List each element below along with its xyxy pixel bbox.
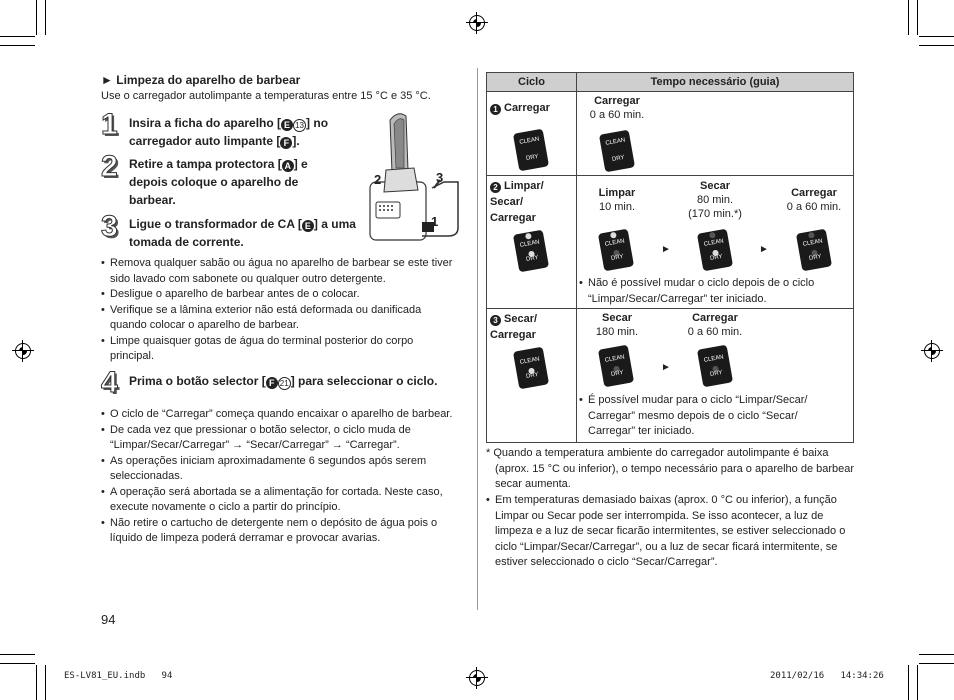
crop-mark: [0, 45, 35, 46]
registration-mark-icon: [469, 15, 485, 31]
figure-label: 2: [374, 172, 382, 187]
arrow-right-icon: ►: [661, 244, 671, 255]
crop-mark: [908, 0, 909, 35]
ref-f-icon: F: [280, 137, 292, 149]
charger-device-icon: CLEAN DRY: [599, 130, 635, 173]
triangle-bullet-icon: ►: [101, 73, 113, 87]
arrow-right-icon: ►: [661, 362, 671, 373]
ref-e-icon: E: [281, 119, 293, 131]
figure-label: 3: [436, 170, 444, 185]
table-row-cycle-cell: 2 Limpar/ Secar/ Carregar: [486, 175, 577, 309]
cycle-stage: Carregar 0 a 60 min.: [687, 312, 743, 338]
crop-mark: [919, 663, 954, 664]
charger-device-icon: CLEAN DRY: [513, 230, 549, 273]
crop-mark: [36, 665, 37, 700]
page-number: 94: [101, 612, 116, 627]
registration-mark-icon: [924, 343, 940, 359]
table-row-time-cell: [576, 308, 854, 443]
crop-mark: [45, 665, 46, 700]
step-4-text: Prima o botão selector [ F 21 ] para seleccionar o ciclo.: [129, 374, 438, 388]
section-title: Limpeza do aparelho de barbear: [116, 73, 301, 87]
notes-list: [101, 256, 459, 365]
crop-mark: [917, 665, 918, 700]
print-file-info: ES-LV81_EU.indb 94: [64, 671, 173, 681]
charger-device-icon: CLEAN DRY: [598, 345, 634, 388]
cycle-stage: Carregar 0 a 60 min.: [589, 95, 645, 121]
charger-device-icon: CLEAN DRY: [796, 229, 832, 272]
charger-device-icon: CLEAN DRY: [513, 129, 549, 172]
list-item: • Limpe quaisquer gotas de água do terminal posterior do corpo principal.: [101, 334, 459, 365]
ref-number-icon: 13: [293, 119, 306, 132]
crop-mark: [917, 0, 918, 35]
crop-mark: [0, 36, 35, 37]
row-number-icon: 3: [490, 315, 501, 326]
list-item: • As operações iniciam aproximadamente 6 segundos após serem seleccionadas.: [101, 454, 467, 485]
table-row-cycle-cell: 1 Carregar: [486, 91, 577, 176]
ref-number-icon: 21: [278, 377, 291, 390]
charger-device-icon: CLEAN DRY: [697, 229, 733, 272]
registration-mark-icon: [15, 343, 31, 359]
crop-mark: [908, 665, 909, 700]
table-row-time-cell: [576, 91, 854, 176]
list-item: • O ciclo de “Carregar” começa quando encaixar o aparelho de barbear.: [101, 407, 467, 423]
cycle-stage: Carregar 0 a 60 min.: [786, 187, 842, 213]
footnote-list: [486, 493, 856, 571]
charger-device-icon: CLEAN DRY: [697, 345, 733, 388]
crop-mark: [0, 663, 35, 664]
step-number: 4: [101, 366, 118, 399]
cycle-stage: Limpar 10 min.: [598, 187, 636, 213]
list-item: • Em temperaturas demasiado baixas (aprox. 0 °C ou inferior), a função Limpar ou Secar pode ser interrompida. Se isso acontecer, a luz de limpeza e a luz de secar ficarão intermitentes, se estiver seleccionado o ciclo “Limpar/Secar/Carregar”, ou a luz de secar ficará intermitente, se estiver seleccionado o ciclo “Secar/Carregar”.: [486, 493, 856, 571]
ref-f-icon: F: [266, 377, 278, 389]
crop-mark: [919, 654, 954, 655]
list-item: • Remova qualquer sabão ou água no aparelho de barbear se este tiver sido lavado com sabonete ou qualquer outro detergente.: [101, 256, 459, 287]
section-subtitle: Use o carregador autolimpante a temperaturas entre 15 °C e 35 °C.: [101, 90, 431, 102]
registration-mark-icon: [469, 670, 485, 686]
crop-mark: [919, 45, 954, 46]
arrow-right-icon: ►: [759, 244, 769, 255]
step-number: 2: [101, 150, 118, 183]
list-item: • Desligue o aparelho de barbear antes de o colocar.: [101, 287, 459, 303]
row-note: • Não é possível mudar o ciclo depois de o ciclo “Limpar/Secar/Carregar” ter iniciado.: [579, 276, 847, 307]
table-row-cycle-cell: 3 Secar/ Carregar: [486, 308, 577, 443]
cycle-stage: Secar 80 min. (170 min.*): [688, 180, 742, 220]
row-number-icon: 2: [490, 182, 501, 193]
list-item: • De cada vez que pressionar o botão selector, o ciclo muda de “Limpar/Secar/Carregar” → “Secar/Carregar” → “Carregar”.: [101, 423, 467, 454]
step-2-text: Retire a tampa protectora [ A ] e depois coloque o aparelho de barbear.: [129, 157, 308, 207]
footnote: * Quando a temperatura ambiente do carregador autolimpante é baixa (aprox. 15 °C ou inferior), o tempo necessário para o aparelho de barbear secar aumenta.: [486, 447, 855, 490]
list-item: • Verifique se a lâmina exterior não está deformada ou danificada quando colocar o aparelho de barbear.: [101, 303, 459, 334]
table-row-time-cell: [576, 175, 854, 309]
notes-list: [101, 407, 467, 547]
cycle-stage: Secar 180 min.: [595, 312, 639, 338]
table-header-cell: Tempo necessário (guia): [576, 72, 854, 92]
step-1-text: Insira a ficha do aparelho [ E 13 ] no carregador auto limpante [ F ].: [129, 116, 329, 148]
figure-label: 1: [431, 214, 439, 229]
row-number-icon: 1: [490, 104, 501, 115]
step-3-text: Ligue o transformador de CA [ E ] a uma tomada de corrente.: [129, 217, 356, 249]
ref-a-icon: A: [282, 160, 294, 172]
crop-mark: [36, 0, 37, 35]
crop-mark: [919, 36, 954, 37]
crop-mark: [45, 0, 46, 35]
section-heading: [101, 73, 300, 87]
step-number: 1: [101, 108, 118, 141]
column-divider: [477, 68, 478, 610]
row-note: • É possível mudar para o ciclo “Limpar/Secar/ Carregar” mesmo depois de o ciclo “Secar/ Carregar” ter iniciado.: [579, 393, 841, 440]
ref-e-icon: E: [302, 220, 314, 232]
charger-device-icon: CLEAN DRY: [513, 347, 549, 390]
list-item: • A operação será abortada se a alimentação for cortada. Neste caso, execute novamente o ciclo a partir do princípio.: [101, 485, 467, 516]
print-timestamp: 2011/02/16 14:34:26: [770, 671, 884, 681]
step-number: 3: [101, 210, 118, 243]
list-item: • Não retire o cartucho de detergente nem o depósito de água pois o líquido de limpeza poderá derramar e provocar avarias.: [101, 516, 467, 547]
table-header-cell: Ciclo: [486, 72, 577, 92]
charger-device-icon: CLEAN DRY: [598, 229, 634, 272]
crop-mark: [0, 654, 35, 655]
